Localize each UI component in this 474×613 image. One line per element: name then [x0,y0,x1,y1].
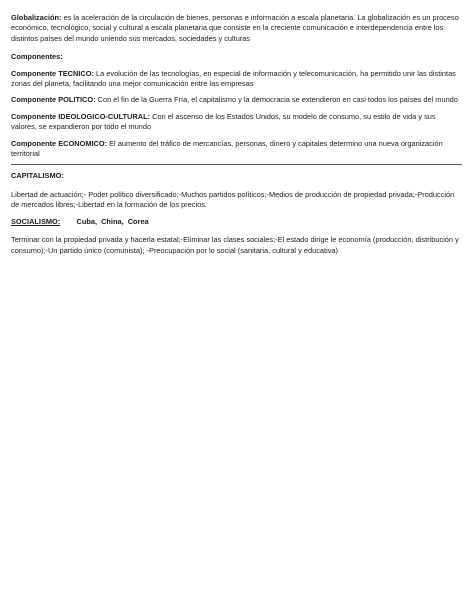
componente-tecnico-paragraph [11,69,462,90]
componente-politico-label: Componente POLITICO: [11,95,96,105]
componente-tecnico-label: Componente TECNICO: [11,68,94,78]
componente-politico-paragraph [11,95,462,105]
socialismo-heading: SOCIALISMO: [11,216,61,226]
globalizacion-paragraph [11,13,462,44]
componente-economico-label: Componente ECONOMICO: [11,138,108,148]
capitalismo-text: Libertad de actuación;- Poder político diversificado;-Muchos partidos políticos;-Medios de producción de propiedad privada;-Producción de mercados libres;-Libertad en la formación de los precios. [11,189,455,210]
componente-tecnico-text: La evolución de las tecnologías, en especial de información y telecomunicación, ha permitido unir las distintas zonas del planeta, facilitando una mejor comunicación entre las empresas [11,68,456,89]
componente-ideologico-text: Con el ascenso de los Estados Unidos, su modelo de consumo, su estilo de vida y sus valores, se expandieron por todo el mundo [11,111,436,132]
globalizacion-definition: es la aceleración de la circulación de bienes, personas e información a escala planetaria. La globalización es un proceso económico, tecnológico, social y cultural a escala planetaria que consiste en la creciente comunicación e interdependencia entre los distintos países del mundo uniendo sus mercados, sociedades y culturas [11,13,459,43]
socialismo-text: Terminar con la propiedad privada y hacerla estatal;-Eliminar las clases sociales;-El estado dirige le economía (producción, distribución y consumo);-Un partido único (comunista); -Preocupación por lo social (sanitaria, cultural y educativa) [11,235,459,255]
socialismo-heading-line [11,217,462,227]
componente-economico-paragraph [11,139,462,160]
globalizacion-term: Globalización: [11,13,62,22]
socialismo-countries: Cuba, China, Corea [76,216,149,226]
componente-ideologico-label: Componente IDEOLOGICO-CULTURAL: [11,111,151,121]
componente-economico-text: El aumento del tráfico de mercancías, personas, dinero y capitales determino una nueva organización territorial [11,138,443,159]
componentes-heading: Componentes: [11,52,63,62]
capitalismo-heading: CAPITALISMO: [11,171,64,181]
componente-politico-text: Con el fin de la Guerra Fría, el capitalismo y la democracia se extendieron en casi todos los países del mundo [95,95,458,105]
componente-ideologico-paragraph [11,112,462,133]
section-divider [11,164,462,165]
